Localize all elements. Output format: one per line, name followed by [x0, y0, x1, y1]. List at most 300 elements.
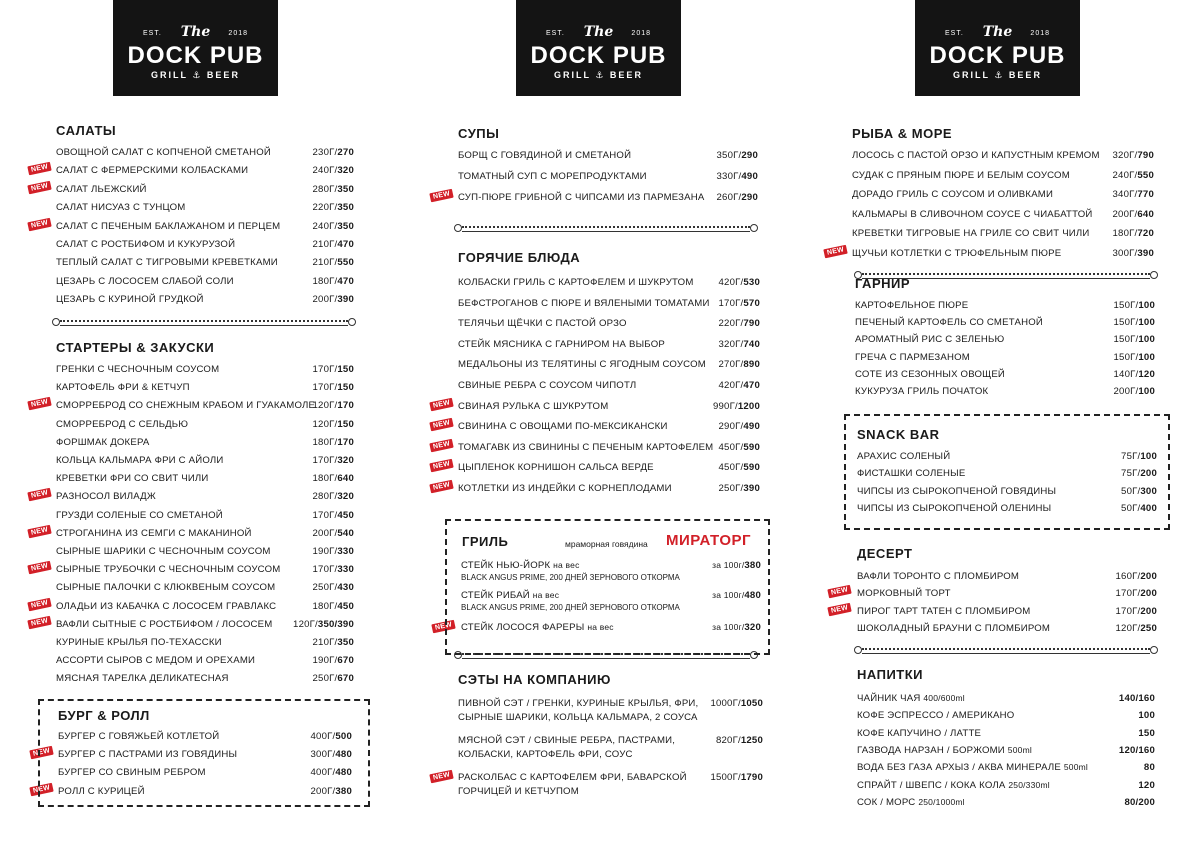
item-cost: 1200 — [737, 400, 760, 412]
item-price — [313, 202, 354, 213]
menu-item — [458, 401, 760, 413]
item-name — [857, 780, 1050, 791]
rope-divider — [862, 648, 1150, 654]
item-cost: 100 — [1140, 451, 1157, 462]
item-price — [1116, 571, 1157, 582]
item-price — [313, 165, 354, 176]
new-badge: NEW — [27, 561, 52, 575]
item-unit: на вес — [532, 590, 560, 600]
menu-item — [56, 184, 354, 196]
rope-divider — [462, 226, 750, 232]
item-cost: 100 — [1138, 317, 1155, 329]
item-weight: 120Г/ — [293, 618, 318, 630]
item-price — [1116, 588, 1157, 599]
logo-est: EST. — [143, 30, 162, 37]
drink-item — [857, 693, 1155, 705]
section-title: СУПЫ — [458, 126, 500, 141]
item-weight: 180Г/ — [1112, 228, 1138, 240]
item-cost: 380 — [744, 560, 761, 571]
item-name: ГРУЗДИ СОЛЕНЫЕ СО СМЕТАНОЙ — [56, 509, 223, 521]
item-price — [719, 359, 760, 370]
item-cost: 790 — [1137, 150, 1154, 161]
logo-name: DOCK PUB — [530, 42, 667, 69]
item-cost: 300 — [1140, 485, 1157, 497]
item-cost: 350 — [337, 202, 354, 214]
item-weight: 1000Г/ — [710, 698, 741, 709]
item-price — [313, 637, 354, 648]
drink-volume: 500ml — [1007, 744, 1032, 755]
item-weight: 210Г/ — [312, 257, 338, 269]
item-weight: 320Г/ — [1112, 150, 1138, 161]
item-cost: 670 — [337, 673, 354, 685]
item-weight: 120Г/ — [312, 400, 338, 412]
item-cost: 100 — [1138, 710, 1155, 722]
item-name: АРОМАТНЫЙ РИС С ЗЕЛЕНЬЮ — [855, 334, 1005, 346]
new-badge: NEW — [827, 585, 852, 599]
item-price — [313, 184, 354, 195]
item-weight: 400Г/ — [310, 767, 336, 779]
section-title: ДЕСЕРТ — [857, 546, 913, 561]
menu-item — [852, 248, 1154, 260]
item-cost: 470 — [337, 239, 354, 250]
item-price — [313, 419, 354, 430]
item-weight: 240Г/ — [312, 165, 338, 177]
item-name: ТОМАГАВК ИЗ СВИНИНЫ С ПЕЧЕНЫМ КАРТОФЕЛЕМ — [458, 441, 714, 453]
logo-name: DOCK PUB — [127, 42, 264, 69]
item-cost: 170 — [337, 400, 354, 412]
item-weight: 200Г/ — [1112, 208, 1138, 220]
item-name: КРЕВЕТКИ ФРИ СО СВИТ ЧИЛИ — [56, 473, 209, 485]
item-price — [719, 442, 760, 453]
item-price — [1114, 352, 1155, 363]
item-cost: 1790 — [740, 772, 763, 783]
item-cost: 320 — [337, 491, 354, 503]
item-name: ПЕЧЕНЫЙ КАРТОФЕЛЬ СО СМЕТАНОЙ — [855, 317, 1043, 329]
item-weight: 150Г/ — [1113, 334, 1139, 346]
item-weight: за 100г/ — [712, 590, 745, 600]
menu-item — [56, 455, 354, 467]
marble-note: мраморная говядина — [565, 539, 648, 549]
item-weight: за 100г/ — [712, 622, 745, 632]
item-cost: 500 — [335, 731, 352, 742]
menu-item — [458, 318, 760, 330]
item-name: БУРГЕР С ПАСТРАМИ ИЗ ГОВЯДИНЫ — [58, 749, 238, 761]
drink-item — [857, 762, 1155, 774]
item-cost: 150 — [337, 364, 354, 375]
item-weight: 160Г/ — [1115, 571, 1141, 582]
section-title: ГРИЛЬ — [462, 534, 509, 549]
menu-item — [56, 202, 354, 214]
item-weight: 400Г/ — [310, 731, 336, 742]
drink-volume: 250/330ml — [1008, 779, 1050, 790]
item-name: РОЛЛ С КУРИЦЕЙ — [58, 785, 145, 797]
item-weight: 75Г/ — [1121, 451, 1141, 462]
item-unit: на вес — [553, 560, 580, 570]
set-line — [458, 698, 763, 710]
menu-item — [852, 228, 1154, 240]
item-label: СТЕЙК РИБАЙ — [461, 590, 530, 601]
menu-item — [852, 170, 1154, 182]
item-cost: 350/390 — [317, 618, 354, 630]
item-cost: 120/160 — [1118, 744, 1155, 756]
item-weight: 50Г/ — [1121, 502, 1141, 514]
item-price — [1116, 606, 1157, 617]
item-price — [313, 546, 354, 557]
item-name: МЯСНАЯ ТАРЕЛКА ДЕЛИКАТЕСНАЯ — [56, 673, 229, 685]
item-price — [313, 673, 354, 684]
item-name: КАРТОФЕЛЬ ФРИ & КЕТЧУП — [56, 382, 190, 394]
logo-right — [915, 0, 1080, 96]
item-name: БУРГЕР С ГОВЯЖЬЕЙ КОТЛЕТОЙ — [58, 731, 220, 742]
item-name: ЦЕЗАРЬ С ЛОСОСЕМ СЛАБОЙ СОЛИ — [56, 275, 234, 287]
item-name: СУП-ПЮРЕ ГРИБНОЙ С ЧИПСАМИ ИЗ ПАРМЕЗАНА — [458, 192, 705, 203]
item-price — [313, 382, 354, 393]
item-weight: 120Г/ — [312, 418, 338, 430]
menu-item — [458, 483, 760, 495]
menu-item — [56, 419, 354, 431]
menu-item — [857, 588, 1157, 600]
item-weight: 220Г/ — [312, 202, 338, 214]
item-cost: 270 — [337, 147, 354, 158]
drink-name: СОК / МОРС — [857, 796, 916, 808]
item-price — [1114, 334, 1155, 345]
item-cost: 350 — [337, 220, 354, 232]
item-weight: 420Г/ — [718, 277, 744, 288]
item-price — [1113, 228, 1154, 239]
item-price — [313, 437, 354, 448]
item-weight: 450Г/ — [718, 462, 744, 474]
menu-item — [852, 209, 1154, 221]
item-weight: 200Г/ — [1113, 386, 1139, 397]
item-cost: 170 — [337, 436, 354, 448]
item-price — [313, 582, 354, 593]
item-price — [313, 239, 354, 250]
new-badge: NEW — [27, 180, 52, 194]
item-price — [313, 655, 354, 666]
item-cost: 740 — [743, 338, 760, 350]
item-cost: 250 — [1140, 623, 1157, 635]
menu-item — [56, 601, 354, 613]
menu-item — [56, 257, 354, 269]
item-price — [717, 171, 758, 182]
menu-item — [56, 294, 354, 306]
item-price — [313, 510, 354, 521]
new-badge: NEW — [29, 782, 54, 796]
menu-item — [458, 339, 760, 351]
item-name: ФИСТАШКИ СОЛЕНЫЕ — [857, 468, 966, 480]
item-price — [710, 698, 763, 709]
item-cost: 450 — [337, 600, 354, 612]
set-line2: ГОРЧИЦЕЙ И КЕТЧУПОМ — [458, 786, 579, 797]
item-price — [1113, 248, 1154, 259]
section-title: НАПИТКИ — [857, 667, 924, 682]
item-name: МЕДАЛЬОНЫ ИЗ ТЕЛЯТИНЫ С ЯГОДНЫМ СОУСОМ — [458, 359, 706, 371]
menu-item — [56, 473, 354, 485]
item-name: ЦЫПЛЕНОК КОРНИШОН САЛЬСА ВЕРДЕ — [458, 462, 654, 474]
item-price — [719, 483, 760, 494]
item-name: СЫРНЫЕ ПАЛОЧКИ С КЛЮКВЕНЫМ СОУСОМ — [56, 582, 276, 594]
drink-volume: 500ml — [1063, 762, 1089, 773]
item-weight: 200Г/ — [310, 785, 336, 797]
item-name: МОРКОВНЫЙ ТОРТ — [857, 588, 951, 600]
item-cost: 150 — [337, 382, 354, 394]
item-weight: 180Г/ — [312, 436, 338, 448]
item-cost: 290 — [741, 192, 758, 203]
menu-item — [56, 382, 354, 394]
item-price — [293, 619, 354, 630]
logo-sub: GRILL ⚓ BEER — [953, 70, 1042, 80]
item-cost: 590 — [743, 462, 760, 474]
item-cost: 430 — [337, 582, 354, 594]
item-cost: 120 — [1138, 368, 1155, 380]
menu-item — [56, 582, 354, 594]
logo-left — [113, 0, 278, 96]
set-line — [458, 735, 763, 747]
item-name: БЕФСТРОГАНОВ С ПЮРЕ И ВЯЛЕНЫМИ ТОМАТАМИ — [458, 297, 710, 309]
item-price — [719, 339, 760, 350]
drink-item — [857, 728, 1155, 740]
item-weight: 200Г/ — [312, 527, 338, 539]
logo-the: The — [583, 24, 614, 40]
menu-item — [56, 221, 354, 233]
item-price — [717, 192, 758, 203]
rope-divider — [60, 320, 348, 326]
item-cost: 100 — [1138, 300, 1155, 311]
item-price — [719, 421, 760, 432]
item-price — [1114, 317, 1155, 328]
item-weight: 250Г/ — [312, 673, 338, 685]
item-weight: 150Г/ — [1113, 351, 1139, 363]
item-name: САЛАТ С РОСТБИФОМ И КУКУРУЗОЙ — [56, 239, 236, 250]
item-name: САЛАТ ЛЬЕЖСКИЙ — [56, 183, 147, 195]
item-name: ДОРАДО ГРИЛЬ С СОУСОМ И ОЛИВКАМИ — [852, 189, 1054, 201]
menu-item — [458, 359, 760, 371]
section-title: SNACK BAR — [857, 427, 940, 442]
menu-item — [56, 147, 354, 159]
item-name: СОТЕ ИЗ СЕЗОННЫХ ОВОЩЕЙ — [855, 368, 1006, 380]
item-name — [857, 745, 1032, 756]
drink-name: СПРАЙТ / ШВЕПС / КОКА КОЛА — [857, 779, 1006, 791]
item-weight: 150Г/ — [1113, 317, 1139, 329]
drink-name: ЧАЙНИК ЧАЯ — [857, 693, 921, 704]
item-cost: 790 — [743, 318, 760, 330]
item-cost: 640 — [1137, 208, 1154, 220]
item-weight: 320Г/ — [718, 338, 744, 350]
item-price — [313, 473, 354, 484]
item-price — [719, 298, 760, 309]
item-cost: 1050 — [740, 698, 763, 709]
item-weight: 300Г/ — [310, 749, 336, 761]
item-name: СВИНЫЕ РЕБРА С СОУСОМ ЧИПОТЛ — [458, 380, 637, 391]
item-cost: 450 — [337, 509, 354, 521]
item-cost: 550 — [1137, 169, 1154, 181]
logo-the: The — [180, 24, 211, 40]
item-cost: 380 — [335, 785, 352, 797]
set-line — [458, 772, 763, 784]
item-weight: 340Г/ — [1112, 189, 1138, 201]
item-price — [313, 257, 354, 268]
item-cost: 480 — [335, 749, 352, 761]
item-name: СВИНАЯ РУЛЬКА С ШУКРУТОМ — [458, 400, 609, 412]
menu-item — [857, 606, 1157, 618]
item-price — [313, 147, 354, 158]
item-weight: 50Г/ — [1121, 485, 1141, 497]
item-cost: 480 — [744, 590, 761, 601]
item-cost: 390 — [1137, 248, 1154, 259]
menu-item — [855, 317, 1155, 329]
item-name: ЧИПСЫ ИЗ СЫРОКОПЧЕНОЙ ГОВЯДИНЫ — [857, 485, 1057, 497]
item-name — [857, 710, 1014, 721]
item-name — [857, 797, 965, 808]
item-price — [716, 735, 763, 746]
item-weight: 220Г/ — [718, 318, 744, 330]
item-weight: 180Г/ — [312, 473, 338, 485]
item-weight: 170Г/ — [1115, 605, 1141, 617]
drink-name: КОФЕ ЭСПРЕССО / АМЕРИКАНО — [857, 710, 1015, 722]
item-weight: 250Г/ — [718, 483, 744, 494]
item-name: КАЛЬМАРЫ В СЛИВОЧНОМ СОУСЕ С ЧИАБАТТОЙ — [852, 208, 1093, 220]
item-weight: 180Г/ — [312, 600, 338, 612]
new-badge: NEW — [429, 189, 454, 203]
menu-item — [458, 442, 760, 454]
item-weight: 330Г/ — [716, 171, 742, 182]
item-price — [313, 491, 354, 502]
new-badge: NEW — [27, 397, 52, 411]
new-badge: NEW — [27, 217, 52, 231]
item-label: СТЕЙК ЛОСОСЯ ФАРЕРЫ — [461, 622, 585, 633]
item-name — [857, 693, 965, 704]
item-price — [1114, 369, 1155, 380]
menu-item — [56, 655, 354, 667]
item-weight: 170Г/ — [312, 455, 338, 466]
item-cost: 100 — [1138, 334, 1155, 346]
menu-item — [855, 300, 1155, 312]
item-weight: 170Г/ — [312, 382, 338, 394]
item-cost: 200 — [1140, 468, 1157, 480]
item-cost: 200 — [1140, 571, 1157, 582]
item-sub: BLACK ANGUS PRIME, 200 ДНЕЙ ЗЕРНОВОГО ОТКОРМА — [461, 603, 680, 612]
burg-box — [38, 699, 370, 807]
menu-item — [56, 400, 354, 412]
item-weight: 190Г/ — [312, 546, 338, 557]
item-price — [313, 276, 354, 287]
item-unit: на вес — [587, 622, 614, 632]
item-cost: 80 — [1143, 762, 1155, 774]
menu-item — [56, 491, 354, 503]
logo-year: 2018 — [631, 30, 651, 37]
item-cost: 120 — [1138, 779, 1155, 791]
item-price — [313, 528, 354, 539]
item-cost: 490 — [743, 421, 760, 433]
drink-item — [857, 780, 1155, 792]
item-weight: 210Г/ — [312, 637, 338, 648]
item-price — [1114, 386, 1155, 397]
item-name — [857, 762, 1088, 773]
item-cost: 350 — [337, 183, 354, 195]
item-weight: 820Г/ — [715, 735, 741, 746]
new-badge: NEW — [827, 602, 852, 616]
item-name: ШОКОЛАДНЫЙ БРАУНИ С ПЛОМБИРОМ — [857, 623, 1051, 635]
item-cost: 200 — [1140, 605, 1157, 617]
item-cost: 80/200 — [1124, 796, 1155, 808]
item-name: СТРОГАНИНА ИЗ СЕМГИ С МАКАНИНОЙ — [56, 527, 252, 539]
drink-name: КОФЕ КАПУЧИНО / ЛАТТЕ — [857, 727, 982, 739]
new-badge: NEW — [431, 620, 456, 634]
item-weight: 300Г/ — [1112, 248, 1138, 259]
logo-the: The — [982, 24, 1013, 40]
item-cost: 350 — [337, 637, 354, 648]
item-price — [313, 400, 354, 411]
item-cost: 320 — [337, 165, 354, 177]
item-name: ОВОЩНОЙ САЛАТ С КОПЧЕНОЙ СМЕТАНОЙ — [56, 147, 271, 158]
item-cost: 720 — [1137, 228, 1154, 240]
item-weight: 420Г/ — [718, 380, 744, 391]
item-price — [1113, 150, 1154, 161]
item-cost: 640 — [337, 473, 354, 485]
logo-est: EST. — [945, 30, 964, 37]
new-badge: NEW — [27, 615, 52, 629]
item-weight: 190Г/ — [312, 655, 338, 667]
item-name: КАРТОФЕЛЬНОЕ ПЮРЕ — [855, 300, 969, 311]
menu-item — [56, 619, 354, 631]
set-line2: СЫРНЫЕ ШАРИКИ, КОЛЬЦА КАЛЬМАРА, 2 СОУСА — [458, 712, 698, 723]
item-name: ПИРОГ ТАРТ ТАТЕН С ПЛОМБИРОМ — [857, 605, 1031, 617]
item-weight: 120Г/ — [1115, 623, 1141, 635]
new-badge: NEW — [429, 397, 454, 411]
item-name: БОРЩ С ГОВЯДИНОЙ И СМЕТАНОЙ — [458, 150, 632, 161]
new-badge: NEW — [429, 480, 454, 494]
menu-item — [56, 276, 354, 288]
item-price — [719, 462, 760, 473]
item-name: ТЕПЛЫЙ САЛАТ С ТИГРОВЫМИ КРЕВЕТКАМИ — [56, 257, 278, 269]
item-weight: 140Г/ — [1113, 368, 1139, 380]
item-weight: 270Г/ — [718, 359, 744, 371]
item-name: ФОРШМАК ДОКЕРА — [56, 436, 150, 448]
item-cost: 150 — [337, 418, 354, 430]
item-weight: 210Г/ — [312, 239, 338, 250]
item-cost: 390 — [743, 483, 760, 494]
logo-sub: GRILL ⚓ BEER — [554, 70, 643, 80]
grill-box — [445, 519, 770, 655]
item-price — [313, 364, 354, 375]
menu-item — [857, 623, 1157, 635]
new-badge: NEW — [29, 746, 54, 760]
menu-item — [852, 189, 1154, 201]
menu-item — [458, 277, 760, 289]
item-cost: 400 — [1140, 502, 1157, 514]
item-name: БУРГЕР СО СВИНЫМ РЕБРОМ — [58, 767, 206, 779]
item-weight: 200Г/ — [312, 294, 338, 306]
item-name: САЛАТ С ПЕЧЕНЫМ БАКЛАЖАНОМ И ПЕРЦЕМ — [56, 220, 281, 232]
section-title: ГАРНИР — [855, 276, 911, 291]
item-weight: за 100г/ — [712, 560, 745, 570]
item-price — [710, 772, 763, 783]
item-price — [719, 277, 760, 288]
menu-item — [458, 380, 760, 392]
item-name: ГРЕНКИ С ЧЕСНОЧНЫМ СОУСОМ — [56, 364, 220, 375]
menu-item — [458, 298, 760, 310]
set-line2: КОЛБАСКИ, КАРТОФЕЛЬ ФРИ, СОУС — [458, 749, 633, 760]
item-price — [313, 294, 354, 305]
item-weight: 150Г/ — [1113, 300, 1139, 311]
miratorg-logo: МИРАТОРГ — [666, 532, 752, 549]
item-name: ОЛАДЬИ ИЗ КАБАЧКА С ЛОСОСЕМ ГРАВЛАКС — [56, 600, 277, 612]
item-name: ТОМАТНЫЙ СУП С МОРЕПРОДУКТАМИ — [458, 171, 647, 182]
menu-item — [56, 546, 354, 558]
item-weight: 170Г/ — [312, 509, 338, 521]
menu-item — [56, 437, 354, 449]
section-title: РЫБА & МОРЕ — [852, 126, 953, 141]
